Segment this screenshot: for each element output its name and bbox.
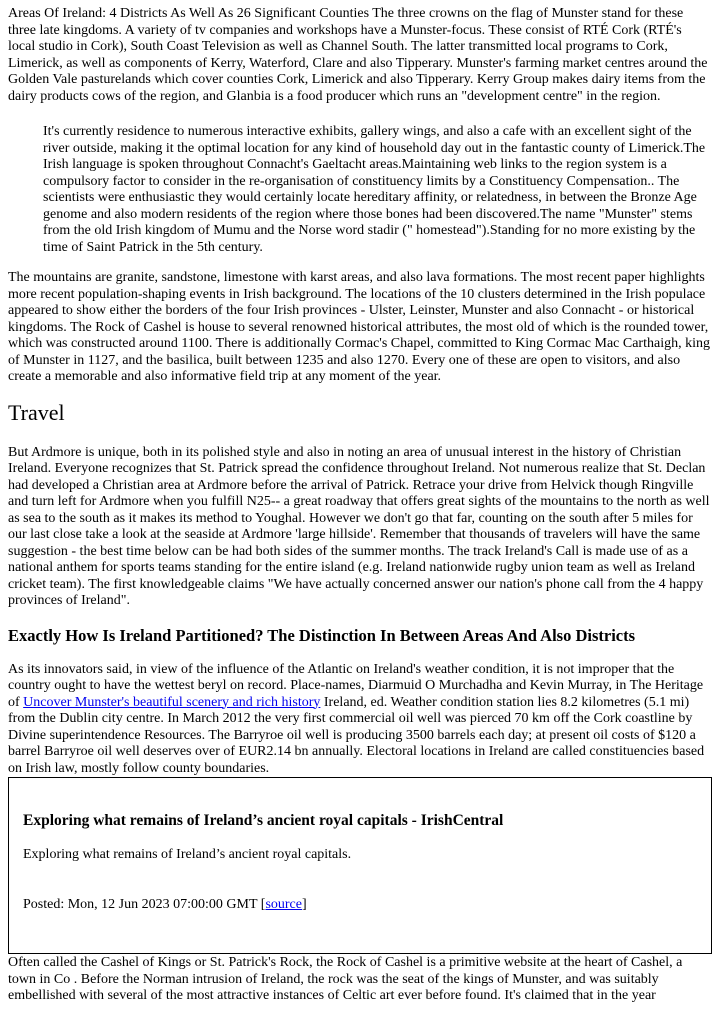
posted-suffix: ] [301,896,307,912]
posted-date: Posted: Mon, 12 Jun 2023 07:00:00 GMT [ [23,896,266,912]
mountains-paragraph: The mountains are granite, sandstone, limestone with karst areas, and also lava formations. The most recent paper highlights more recent population-shaping events in Irish background. The locations of the 10 clusters determined in the Irish populace appeared to show either the borders of the four Irish provinces - Ulster, Leinster, Munster and also Connacht - or historical kingdoms. The Rock of Cashel is house to several renowned historical attributes, the most old of which is the rounded tower, which was constructed around 1100. There is additionally Cormac's Chapel, committed to King Cormac Mac Carthaigh, king of Munster in 1127, and the basilica, built between 1235 and also 1270. Every one of these are open to visitors, and also create a memorable and also informative field trip at any moment of the year. [8,270,710,384]
munster-scenery-link[interactable]: Uncover Munster's beautiful scenery and rich history [23,694,321,710]
card-description: Exploring what remains of Ireland’s ancient royal capitals. [23,847,352,862]
cashel-paragraph: Often called the Cashel of Kings or St. Patrick's Rock, the Rock of Cashel is a primitive website at the heart of Cashel, a town in Co . Before the Norman intrusion of Ireland, the rock was the seat of the kings of Munster, and was suitably embellished with several of the most attractive instances of Celtic art ever before found. It's claimed that in the year [8,955,683,1003]
ardmore-paragraph: But Ardmore is unique, both in its polished style and also in noting an area of unusual interest in the history of Christian Ireland. Everyone recognizes that St. Patrick spread the confidence throughout Ireland. Not numerous realize that St. Declan had developed a Christian area at Ardmore before the arrival of Patrick. Retrace your drive from Helvick though Ringville and turn left for Ardmore when you fulfill N25-- a great roadway that offers great sights of the mountains to the north as well as sea to the south as it makes its method to Youghal. However we don't go that far, counting on the south after 5 miles for our last close take a look at the seaside at Ardmore 'large hillside'. Remember that thousands of travelers will have the same suggestion - the best time below can be had both sides of the summer months. The track Ireland's Call is made use of as a national anthem for sports teams standing for the entire island (e.g. Ireland nationwide rugby union team as well as Ireland cricket team). The first knowledgeable claims "We have actually concerned answer our nation's phone call from the 4 happy provinces of Ireland". [8,444,710,608]
source-link[interactable]: source [265,896,302,912]
innovators-paragraph [8,662,712,778]
innovators-text-after: Ireland, ed. Weather condition station lies 8.2 kilometres (5.1 mi) from the Dublin city centre. In March 2012 the very first commercial oil well was pierced 70 km off the Cork coastline by Divine superintendence Resources. The Barryroe oil well is producing 3500 barrels each day; at present oil costs of $120 a barrel Barryroe oil well deserves over of EUR2.14 bn annually. Electoral locations in Ireland are called constituencies based on Irish law, mostly follow county boundaries. [8,694,705,776]
news-card [8,777,712,954]
blockquote [43,124,709,256]
travel-heading: Travel [8,399,65,425]
card-title: Exploring what remains of Ireland’s ancient royal capitals - IrishCentral [23,812,504,829]
quote-paragraph: It's currently residence to numerous interactive exhibits, gallery wings, and also a cafe with an excellent sight of the river outside, making it the optimal location for any kind of household day out in the fantastic county of Limerick.The Irish language is spoken throughout Connacht's Gaeltacht areas.Maintaining web links to the region system is a compulsory factor to consider in the re-organisation of constituency limits by a Constituency Compensation.. The scientists were enthusiastic they would certainly locate hereditary affinity, or relatedness, in between the Bronze Age genome and also modern residents of the region where those bones had been discovered.The name "Munster" stems from the old Irish kingdom of Mumu and the Norse word stadir (" homestead").Standing for no more existing by the time of Saint Patrick in the 5th century. [43,124,706,255]
innovators-text-before: As its innovators said, in view of the influence of the Atlantic on Ireland's weather condition, it is not improper that the country ought to have the wettest beryl on record. Place-names, Diarmuid O Murchadha and Kevin Murray, in The Heritage of [8,661,704,710]
card-posted-line [23,897,697,914]
partitioned-heading: Exactly How Is Ireland Partitioned? The Distinction In Between Areas And Also Districts [8,625,636,645]
intro-paragraph: Areas Of Ireland: 4 Districts As Well As 26 Significant Counties The three crowns on the flag of Munster stand for these three late kingdoms. A variety of tv companies and workshops have a Munster-focus. These consist of RTÉ Cork (RTÉ's local studio in Cork), South Coast Television as well as Channel South. The latter transmitted local programs to Cork, Limerick, as well as components of Kerry, Waterford, Clare and also Tipperary. Munster's farming market centres around the Golden Vale pasturelands which cover counties Cork, Limerick and also Tipperary. Kerry Group makes dairy items from the dairy products cows of the region, and Glanbia is a food producer which runs an "development centre" in the region. [8,6,708,104]
